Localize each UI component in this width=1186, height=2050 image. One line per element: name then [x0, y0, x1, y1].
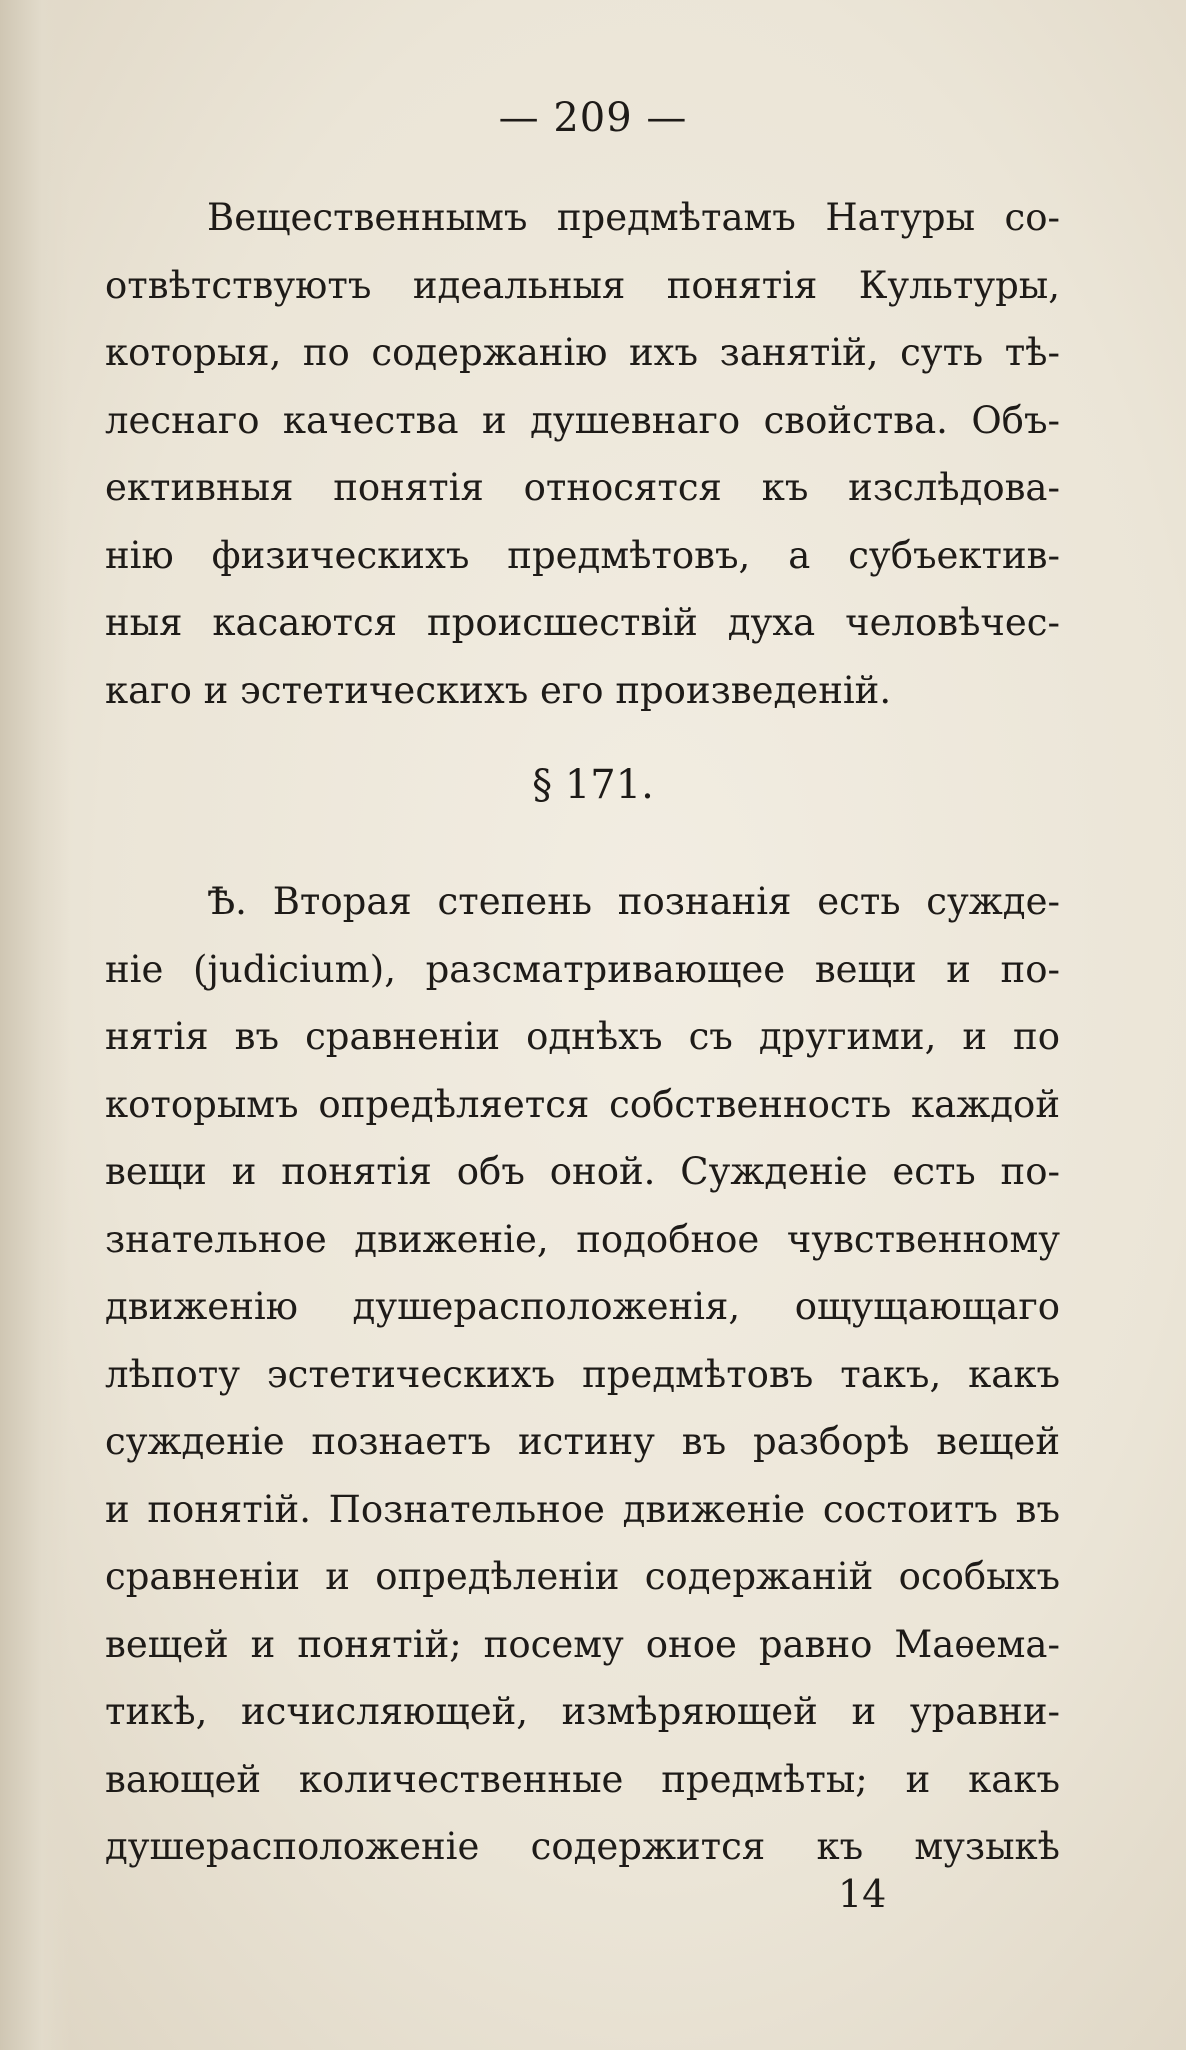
text-line: вещей и понятій; посему оное равно Маѳема-: [105, 1622, 1060, 1666]
paragraph-1: [105, 184, 1060, 724]
text-line: сужденіе познаетъ истину въ разборѣ вещей: [105, 1420, 1060, 1463]
section-heading: § 171.: [532, 762, 654, 808]
text-line: каго и эстетическихъ его произведеній.: [105, 668, 892, 712]
text-line: нятія въ сравненіи однѣхъ съ другими, и по: [105, 1015, 1060, 1058]
text-line: душерасположеніе содержится къ музыкѣ: [105, 1825, 1060, 1868]
text-line: нію физическихъ предмѣтовъ, а субъектив-: [105, 533, 1060, 577]
text-line: вающей количественные предмѣты; и какъ: [105, 1757, 1060, 1801]
text-line: ніе (judicium), разсматривающее вещи и по-: [105, 947, 1060, 991]
text-line: ективныя понятія относятся къ изслѣдова-: [105, 466, 1060, 509]
text-line: тикѣ, исчисляющей, измѣряющей и уравни-: [105, 1690, 1060, 1733]
text-line: вещи и понятія объ оной. Сужденіе есть по-: [105, 1150, 1060, 1193]
text-line: Ѣ. Вторая степень познанія есть сужде-: [207, 880, 1060, 923]
text-line: знательное движеніе, подобное чувственному: [105, 1217, 1060, 1261]
text-line: Вещественнымъ предмѣтамъ Натуры со-: [207, 196, 1060, 239]
text-line: которыя, по содержанію ихъ занятій, суть тѣ-: [105, 331, 1060, 374]
page-number: — 209 —: [498, 95, 688, 141]
text-line: ныя касаются происшествій духа человѣчес-: [105, 601, 1060, 644]
folio-signature: 14: [838, 1872, 887, 1916]
text-line: отвѣтствуютъ идеальныя понятія Культуры,: [105, 263, 1060, 307]
text-line: сравненіи и опредѣленіи содержаній особыхъ: [105, 1555, 1060, 1598]
text-line: и понятій. Познательное движеніе состоитъ въ: [105, 1487, 1060, 1531]
text-line: движенію душерасположенія, ощущающаго: [105, 1285, 1060, 1328]
text-line: которымъ опредѣляется собственность каждой: [105, 1082, 1060, 1126]
text-line: лѣпоту эстетическихъ предмѣтовъ такъ, какъ: [105, 1352, 1060, 1396]
page-gutter-shadow: [0, 0, 70, 2050]
paragraph-2: [105, 868, 1060, 1881]
text-line: леснаго качества и душевнаго свойства. Объ-: [105, 398, 1060, 442]
